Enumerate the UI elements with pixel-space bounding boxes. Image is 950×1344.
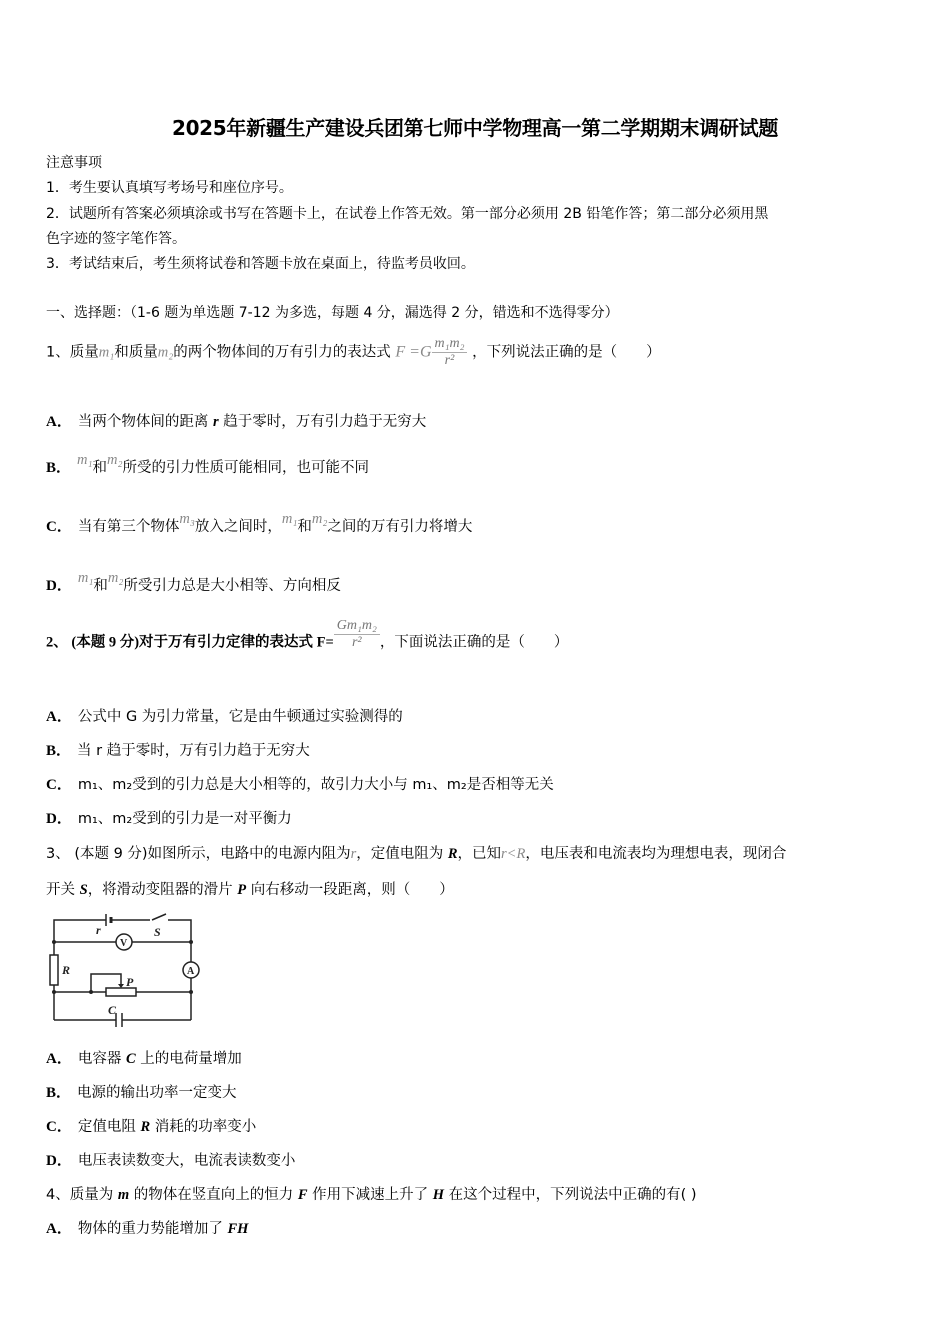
q2-option-b[interactable] (46, 739, 310, 760)
option-letter: D． (46, 578, 72, 594)
label-r: r (96, 923, 101, 937)
q1-option-d[interactable] (46, 570, 341, 595)
question-3-stem-line2 (46, 878, 454, 899)
formula-lhs: F =G (395, 343, 432, 361)
option-letter: B． (46, 460, 72, 476)
option-letter: C． (46, 519, 72, 535)
stem-text: 3、 (本题 9 分)如图所示，电路中的电源内阻为 (46, 846, 351, 862)
q4-option-a[interactable] (46, 1217, 248, 1238)
option-text: 所受的引力性质可能相同，也可能不同 (122, 460, 370, 476)
option-text: 放入之间时， (194, 519, 282, 535)
formula-numerator: Gm₁m₂ (336, 618, 377, 633)
option-text: m₁、m₂受到的引力总是大小相等的，故引力大小与 m₁、m₂是否相等无关 (77, 777, 554, 793)
circuit-diagram (46, 910, 206, 1030)
math-m1: m₁ (281, 511, 298, 527)
label-C: C (108, 1003, 117, 1017)
option-text: 和 (93, 578, 108, 594)
q2-option-c[interactable] (46, 773, 554, 794)
stem-text: 1、质量 (46, 344, 99, 361)
option-text: 电容器 (77, 1051, 126, 1067)
formula-denominator: r² (432, 352, 468, 369)
option-letter: A． (46, 1051, 72, 1067)
option-text: 上的电荷量增加 (135, 1051, 242, 1067)
stem-text: 向右移动一段距离，则（ ） (246, 882, 454, 898)
section-heading: 一、选择题：（1-6 题为单选题 7-12 为多选，每题 4 分，漏选得 2 分，错选和不选得零分） (46, 305, 619, 321)
stem-text: 4、质量为 (46, 1187, 118, 1203)
formula-fraction (334, 618, 380, 651)
formula-fraction (432, 336, 468, 369)
option-text: 当 r 趋于零时，万有引力趋于无穷大 (77, 743, 310, 759)
stem-text: ，下面说法正确的是（ ） (379, 634, 569, 651)
stem-text: 在这个过程中，下列说法中正确的有( ) (444, 1187, 697, 1203)
option-letter: D． (46, 811, 72, 827)
option-text: 定值电阻 (77, 1119, 141, 1135)
notice-item-3: 3．考试结束后，考生须将试卷和答题卡放在桌面上，待监考员收回。 (46, 256, 475, 272)
math-m1: m₁ (98, 344, 115, 361)
label-P: P (126, 975, 134, 989)
question-4-stem (46, 1183, 697, 1204)
q3-option-c[interactable] (46, 1115, 256, 1136)
option-text: m₁、m₂受到的引力是一对平衡力 (77, 811, 292, 827)
formula-denominator: r² (334, 634, 380, 651)
math-m2: m₂ (311, 511, 328, 527)
math-C: C (125, 1051, 136, 1067)
question-3-stem-line1 (46, 842, 786, 863)
notice-item-2: 2．试题所有答案必须填涂或书写在答题卡上，在试卷上作答无效。第一部分必须用 2B 铅笔作答；第二部分必须用黑 (46, 206, 769, 222)
stem-text: 和质量 (114, 344, 158, 361)
math-r-lt-R: r<R (501, 846, 526, 862)
q2-option-a[interactable] (46, 705, 403, 726)
stem-text: 2、 (本题 9 分)对于万有引力定律的表达式 F= (46, 634, 334, 651)
formula-numerator: m₁m₂ (434, 336, 465, 351)
option-text: 公式中 G 为引力常量，它是由牛顿通过实验测得的 (77, 709, 403, 725)
q3-option-b[interactable] (46, 1081, 237, 1102)
option-text: 和 (92, 460, 108, 476)
math-m1: m₁ (77, 452, 93, 468)
label-V: V (120, 938, 128, 949)
option-text: 电源的输出功率一定变大 (77, 1085, 237, 1101)
math-F: F (297, 1187, 308, 1203)
notice-item-2-cont: 色字迹的签字笔作答。 (46, 231, 186, 247)
notice-item-1: 1．考生要认真填写考场号和座位序号。 (46, 180, 293, 196)
math-m2: m₂ (157, 344, 174, 361)
q2-option-d[interactable] (46, 807, 292, 828)
stem-text: ，下列说法正确的是（ ） (472, 344, 661, 361)
math-r: r (212, 414, 219, 430)
math-m1: m₁ (77, 570, 94, 586)
math-FH: FH (227, 1221, 249, 1237)
q1-option-b[interactable] (46, 452, 370, 477)
option-text: 所受引力总是大小相等、方向相反 (123, 578, 341, 594)
math-m3: m₃ (179, 511, 195, 527)
q1-option-a[interactable] (46, 410, 426, 431)
option-text: 电压表读数变大，电流表读数变小 (77, 1153, 296, 1169)
option-text: 之间的万有引力将增大 (327, 519, 473, 535)
page-title: 2025年新疆生产建设兵团第七师中学物理高一第二学期期末调研试题 (171, 116, 779, 140)
option-letter: C． (46, 777, 72, 793)
question-2-stem (46, 618, 569, 659)
option-letter: C． (46, 1119, 72, 1135)
math-R: R (140, 1119, 151, 1135)
stem-text: 的两个物体间的万有引力的表达式 (173, 344, 391, 361)
stem-text: ，定值电阻为 (356, 846, 448, 862)
stem-text: 开关 (46, 882, 80, 898)
option-text: 当两个物体间的距离 (77, 414, 213, 430)
math-m2: m₂ (107, 452, 123, 468)
question-1-stem (46, 336, 661, 369)
math-P: P (237, 882, 247, 898)
option-letter: B． (46, 1085, 72, 1101)
option-text: 当有第三个物体 (77, 519, 180, 535)
q3-option-a[interactable] (46, 1047, 242, 1068)
q3-option-d[interactable] (46, 1149, 295, 1170)
option-letter: A． (46, 709, 72, 725)
label-A: A (187, 966, 195, 977)
stem-text: 的物体在竖直向上的恒力 (129, 1187, 298, 1203)
math-S: S (79, 882, 88, 898)
option-letter: B． (46, 743, 72, 759)
option-letter: D． (46, 1153, 72, 1169)
q1-option-c[interactable] (46, 511, 473, 536)
math-r: r (350, 846, 357, 862)
option-text: 物体的重力势能增加了 (77, 1221, 228, 1237)
stem-text: ，将滑动变阻器的滑片 (87, 882, 238, 898)
math-R: R (447, 846, 458, 862)
option-letter: A． (46, 1221, 72, 1237)
stem-text: ，电压表和电流表均为理想电表，现闭合 (525, 846, 787, 862)
option-text: 和 (297, 519, 312, 535)
math-H: H (432, 1187, 445, 1203)
label-S: S (154, 925, 161, 939)
stem-text: 作用下减速上升了 (307, 1187, 433, 1203)
math-m2: m₂ (107, 570, 124, 586)
option-text: 消耗的功率变小 (150, 1119, 257, 1135)
label-R: R (62, 963, 71, 977)
option-text: 趋于零时，万有引力趋于无穷大 (218, 414, 427, 430)
option-letter: A． (46, 414, 72, 430)
stem-text: ，已知 (457, 846, 502, 862)
math-m: m (117, 1187, 130, 1203)
notice-heading: 注意事项 (46, 155, 102, 171)
